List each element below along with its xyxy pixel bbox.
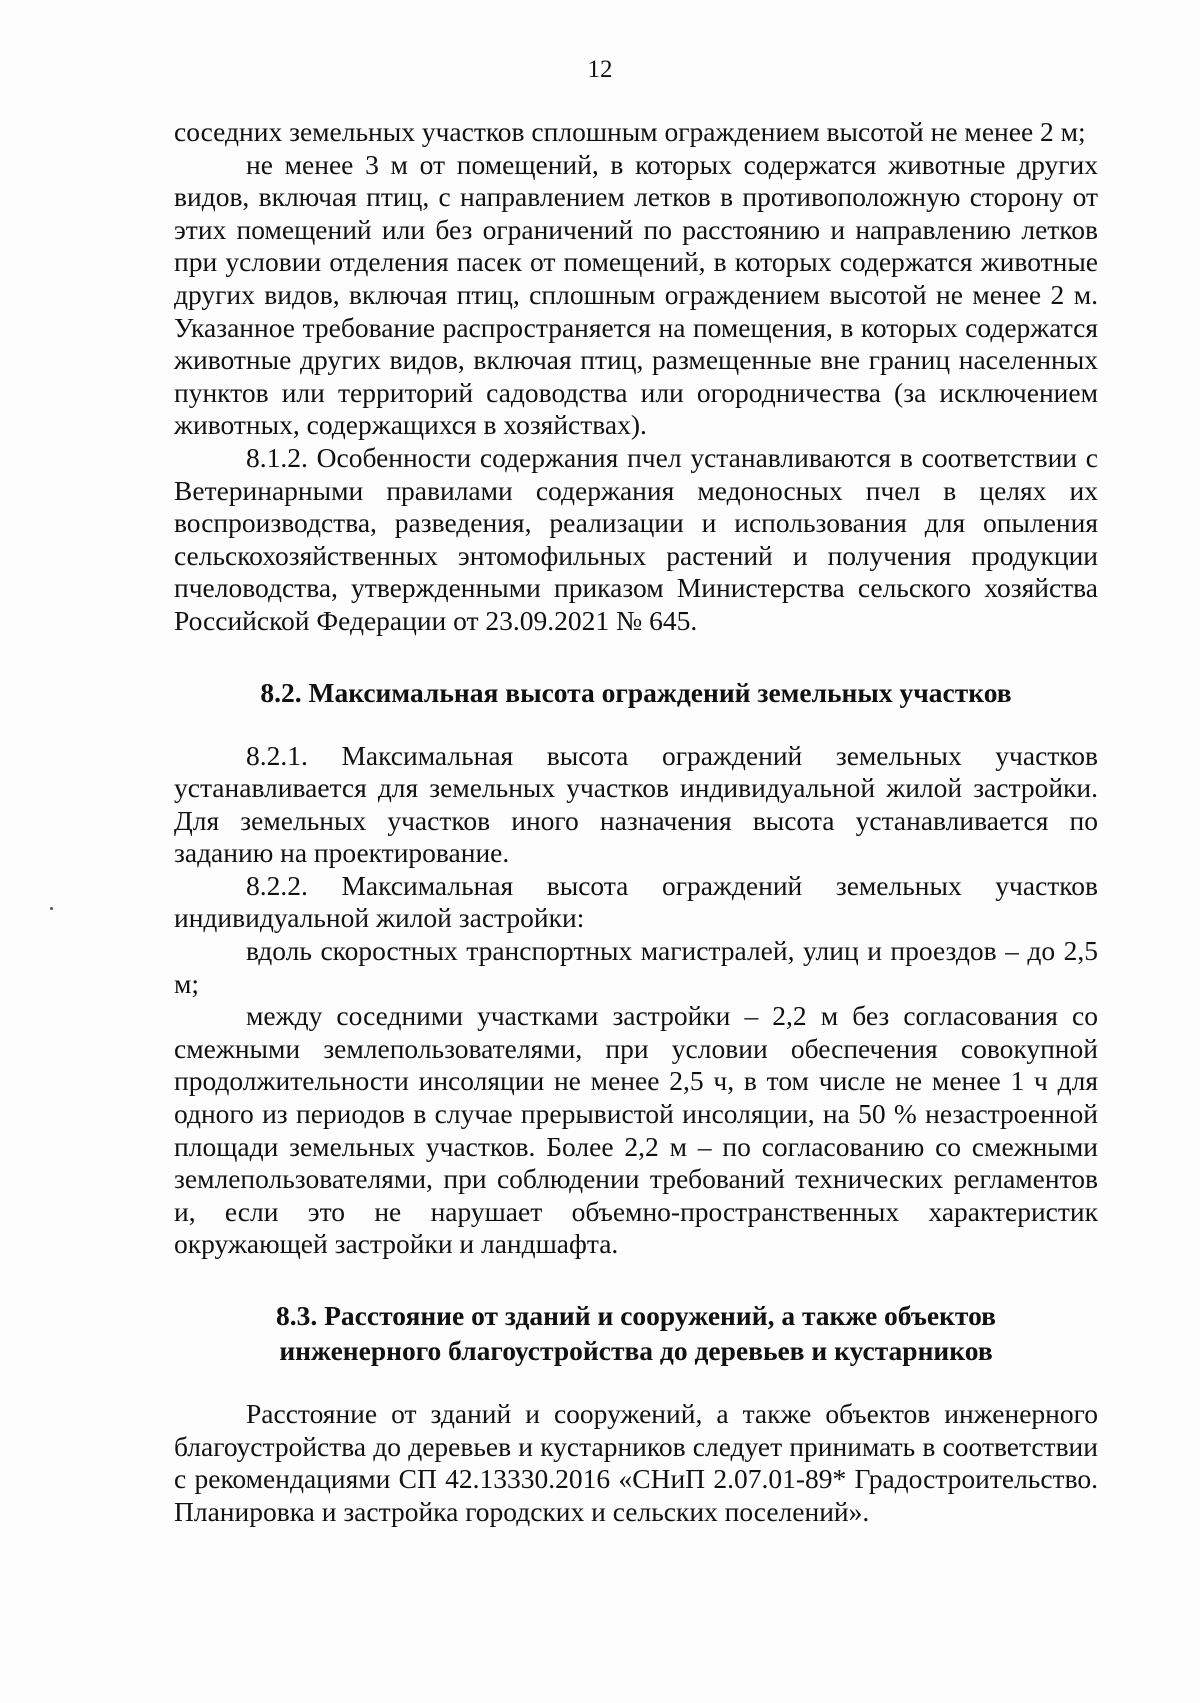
paragraph-8-3: Расстояние от зданий и сооружений, а также объектов инженерного благоустройства до деревьев и кустарников следует принимать в соответствии с рекомендациями СП 42.13330.2016 «СНиП 2.07.01-89* Градостроительство. Планировка и застройка городских и сельских поселений». [174,1398,1098,1527]
section-heading-8-3-line1: 8.3. Расстояние от зданий и сооружений, а также объектов [276,1300,996,1331]
section-heading-8-3-line2: инженерного благоустройства до деревьев и кустарников [279,1335,993,1366]
paragraph-8-2-2-roads: вдоль скоростных транспортных магистралей, улиц и проездов – до 2,5 м; [174,935,1098,999]
document-body [174,116,1098,1528]
section-heading-8-2: 8.2. Максимальная высота ограждений земельных участков [260,676,1012,708]
paragraph-8-1-2: 8.1.2. Особенности содержания пчел устанавливаются в соответствии с Ветеринарными правилами содержания медоносных пчел в целях их воспроизводства, разведения, реализации и использования для опыления сельскохозяйственных энтомофильных растений и получения продукции пчеловодства, утвержденными приказом Министерства сельского хозяйства Российской Федерации от 23.09.2021 № 645. [174,441,1098,636]
paragraph-8-2-2: 8.2.2. Максимальная высота ограждений земельных участков индивидуальной жилой застройки: [174,869,1098,934]
section-heading-8-3 [174,1298,1098,1368]
paragraph-8-2-2-neighbors: между соседними участками застройки – 2,2 м без согласования со смежными землепользователями, при условии обеспечения совокупной продолжительности инсоляции не менее 2,5 ч, в том числе не менее 1 ч для одного из периодов в случае прерывистой инсоляции, на 50 % незастроенной площади земельных участков. Более 2,2 м – по согласованию со смежными землепользователями, при соблюдении требований технических регламентов и, если это не нарушает объемно-пространственных характеристик окружающей застройки и ландшафта. [174,1000,1098,1260]
spacer [174,638,1098,675]
spacer [174,1368,1098,1398]
spacer [174,710,1098,740]
paragraph-continuation: соседних земельных участков сплошным ограждением высотой не менее 2 м; [174,116,1086,147]
page-number: 12 [587,56,613,83]
scan-speck [50,907,53,910]
paragraph-apiary-distance: не менее 3 м от помещений, в которых содержатся животные других видов, включая птиц, с направлением летков в противоположную сторону от этих помещений или без ограничений по расстоянию и направлению летков при условии отделения пасек от помещений, в которых содержатся животные других видов, включая птиц, сплошным ограждением высотой не менее 2 м. Указанное требование распространяется на помещения, в которых содержатся животные других видов, включая птиц, размещенные вне границ населенных пунктов или территорий садоводства или огородничества (за исключением животных, содержащихся в хозяйствах). [174,148,1098,441]
spacer [174,1261,1098,1298]
paragraph-8-2-1: 8.2.1. Максимальная высота ограждений земельных участков устанавливается для земельных участков индивидуальной жилой застройки. Для земельных участков иного назначения высота устанавливается по заданию на проектирование. [174,739,1098,869]
